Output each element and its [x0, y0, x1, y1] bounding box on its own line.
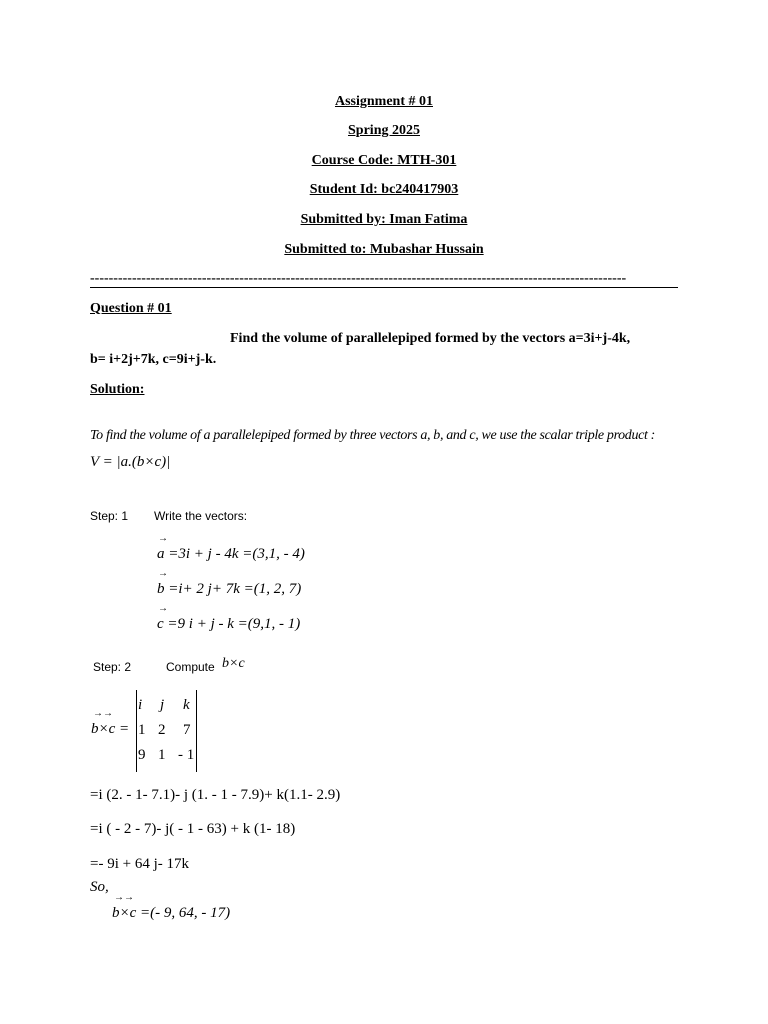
expansion-line-1: =i (2. - 1- 7.1)- j (1. - 1 - 7.9)+ k(1.1- 2.9)	[90, 787, 341, 803]
vector-arrow-icon: →	[158, 568, 168, 579]
divider-line	[90, 287, 678, 288]
semester: Spring 2025	[348, 123, 420, 138]
vector-b-components: =i+ 2 j+ 7k =(1, 2, 7)	[168, 581, 302, 597]
matrix-cell: 1	[158, 747, 166, 763]
step2-label: Step: 2	[93, 660, 132, 674]
step2-text: Compute	[166, 660, 215, 674]
volume-formula: V = |a.(b×c)|	[90, 454, 171, 470]
vector-arrow-icon: →→	[114, 892, 134, 903]
divider-dashes: -------------------------------------------------------------------------------------------------------------------	[90, 271, 627, 286]
vector-arrow-icon: →	[158, 533, 168, 544]
step1-text: Write the vectors:	[154, 509, 248, 523]
cross-product-result: →→ b×c =(- 9, 64, - 17)	[112, 892, 231, 921]
question-line-2: b= i+2j+7k, c=9i+j-k.	[90, 352, 217, 367]
solution-intro: To find the volume of a parallelepiped formed by three vectors a, b, and c, we use the scalar triple product :	[90, 428, 655, 443]
vector-c-label: c	[157, 616, 164, 632]
vector-c-components: =9 i + j - k =(9,1, - 1)	[167, 616, 301, 632]
question-line-1: Find the volume of parallelepiped formed by the vectors a=3i+j-4k,	[230, 331, 631, 346]
course-code: Course Code: MTH-301	[311, 153, 457, 168]
matrix-cell: j	[160, 697, 165, 713]
student-id: Student Id: bc240417903	[309, 182, 459, 197]
submitted-by: Submitted by: Iman Fatima	[300, 212, 468, 227]
vector-a-label: a	[157, 546, 165, 562]
matrix-cell: 1	[138, 722, 146, 738]
matrix-cell: 2	[158, 722, 166, 738]
matrix-cell: 7	[183, 722, 191, 738]
assignment-title: Assignment # 01	[334, 94, 433, 109]
step1-label: Step: 1	[90, 509, 129, 523]
vector-a-row	[157, 533, 305, 563]
matrix-cell: k	[183, 697, 190, 713]
question-title: Question # 01	[90, 301, 172, 316]
determinant-left-bar	[136, 690, 137, 772]
so-label: So,	[90, 879, 109, 895]
expansion-line-3: =- 9i + 64 j- 17k	[90, 856, 189, 872]
submitted-to: Submitted to: Mubashar Hussain	[284, 242, 484, 257]
step2-expression: b×c	[222, 656, 245, 671]
vector-arrow-icon: →→	[93, 708, 113, 719]
vector-c-row	[157, 603, 301, 633]
cross-product-lhs: →→ b×c =	[91, 708, 130, 737]
solution-title: Solution:	[90, 382, 145, 397]
matrix-cell: - 1	[178, 747, 195, 763]
vector-arrow-icon: →	[158, 603, 168, 614]
matrix-cell: i	[138, 697, 143, 713]
vector-a-components: =3i + j - 4k =(3,1, - 4)	[168, 546, 305, 562]
expansion-line-2: =i ( - 2 - 7)- j( - 1 - 63) + k (1- 18)	[90, 821, 296, 837]
vector-b-label: b	[157, 581, 165, 597]
vector-b-row	[157, 568, 302, 598]
matrix-cell: 9	[138, 747, 146, 763]
determinant-right-bar	[196, 690, 197, 772]
